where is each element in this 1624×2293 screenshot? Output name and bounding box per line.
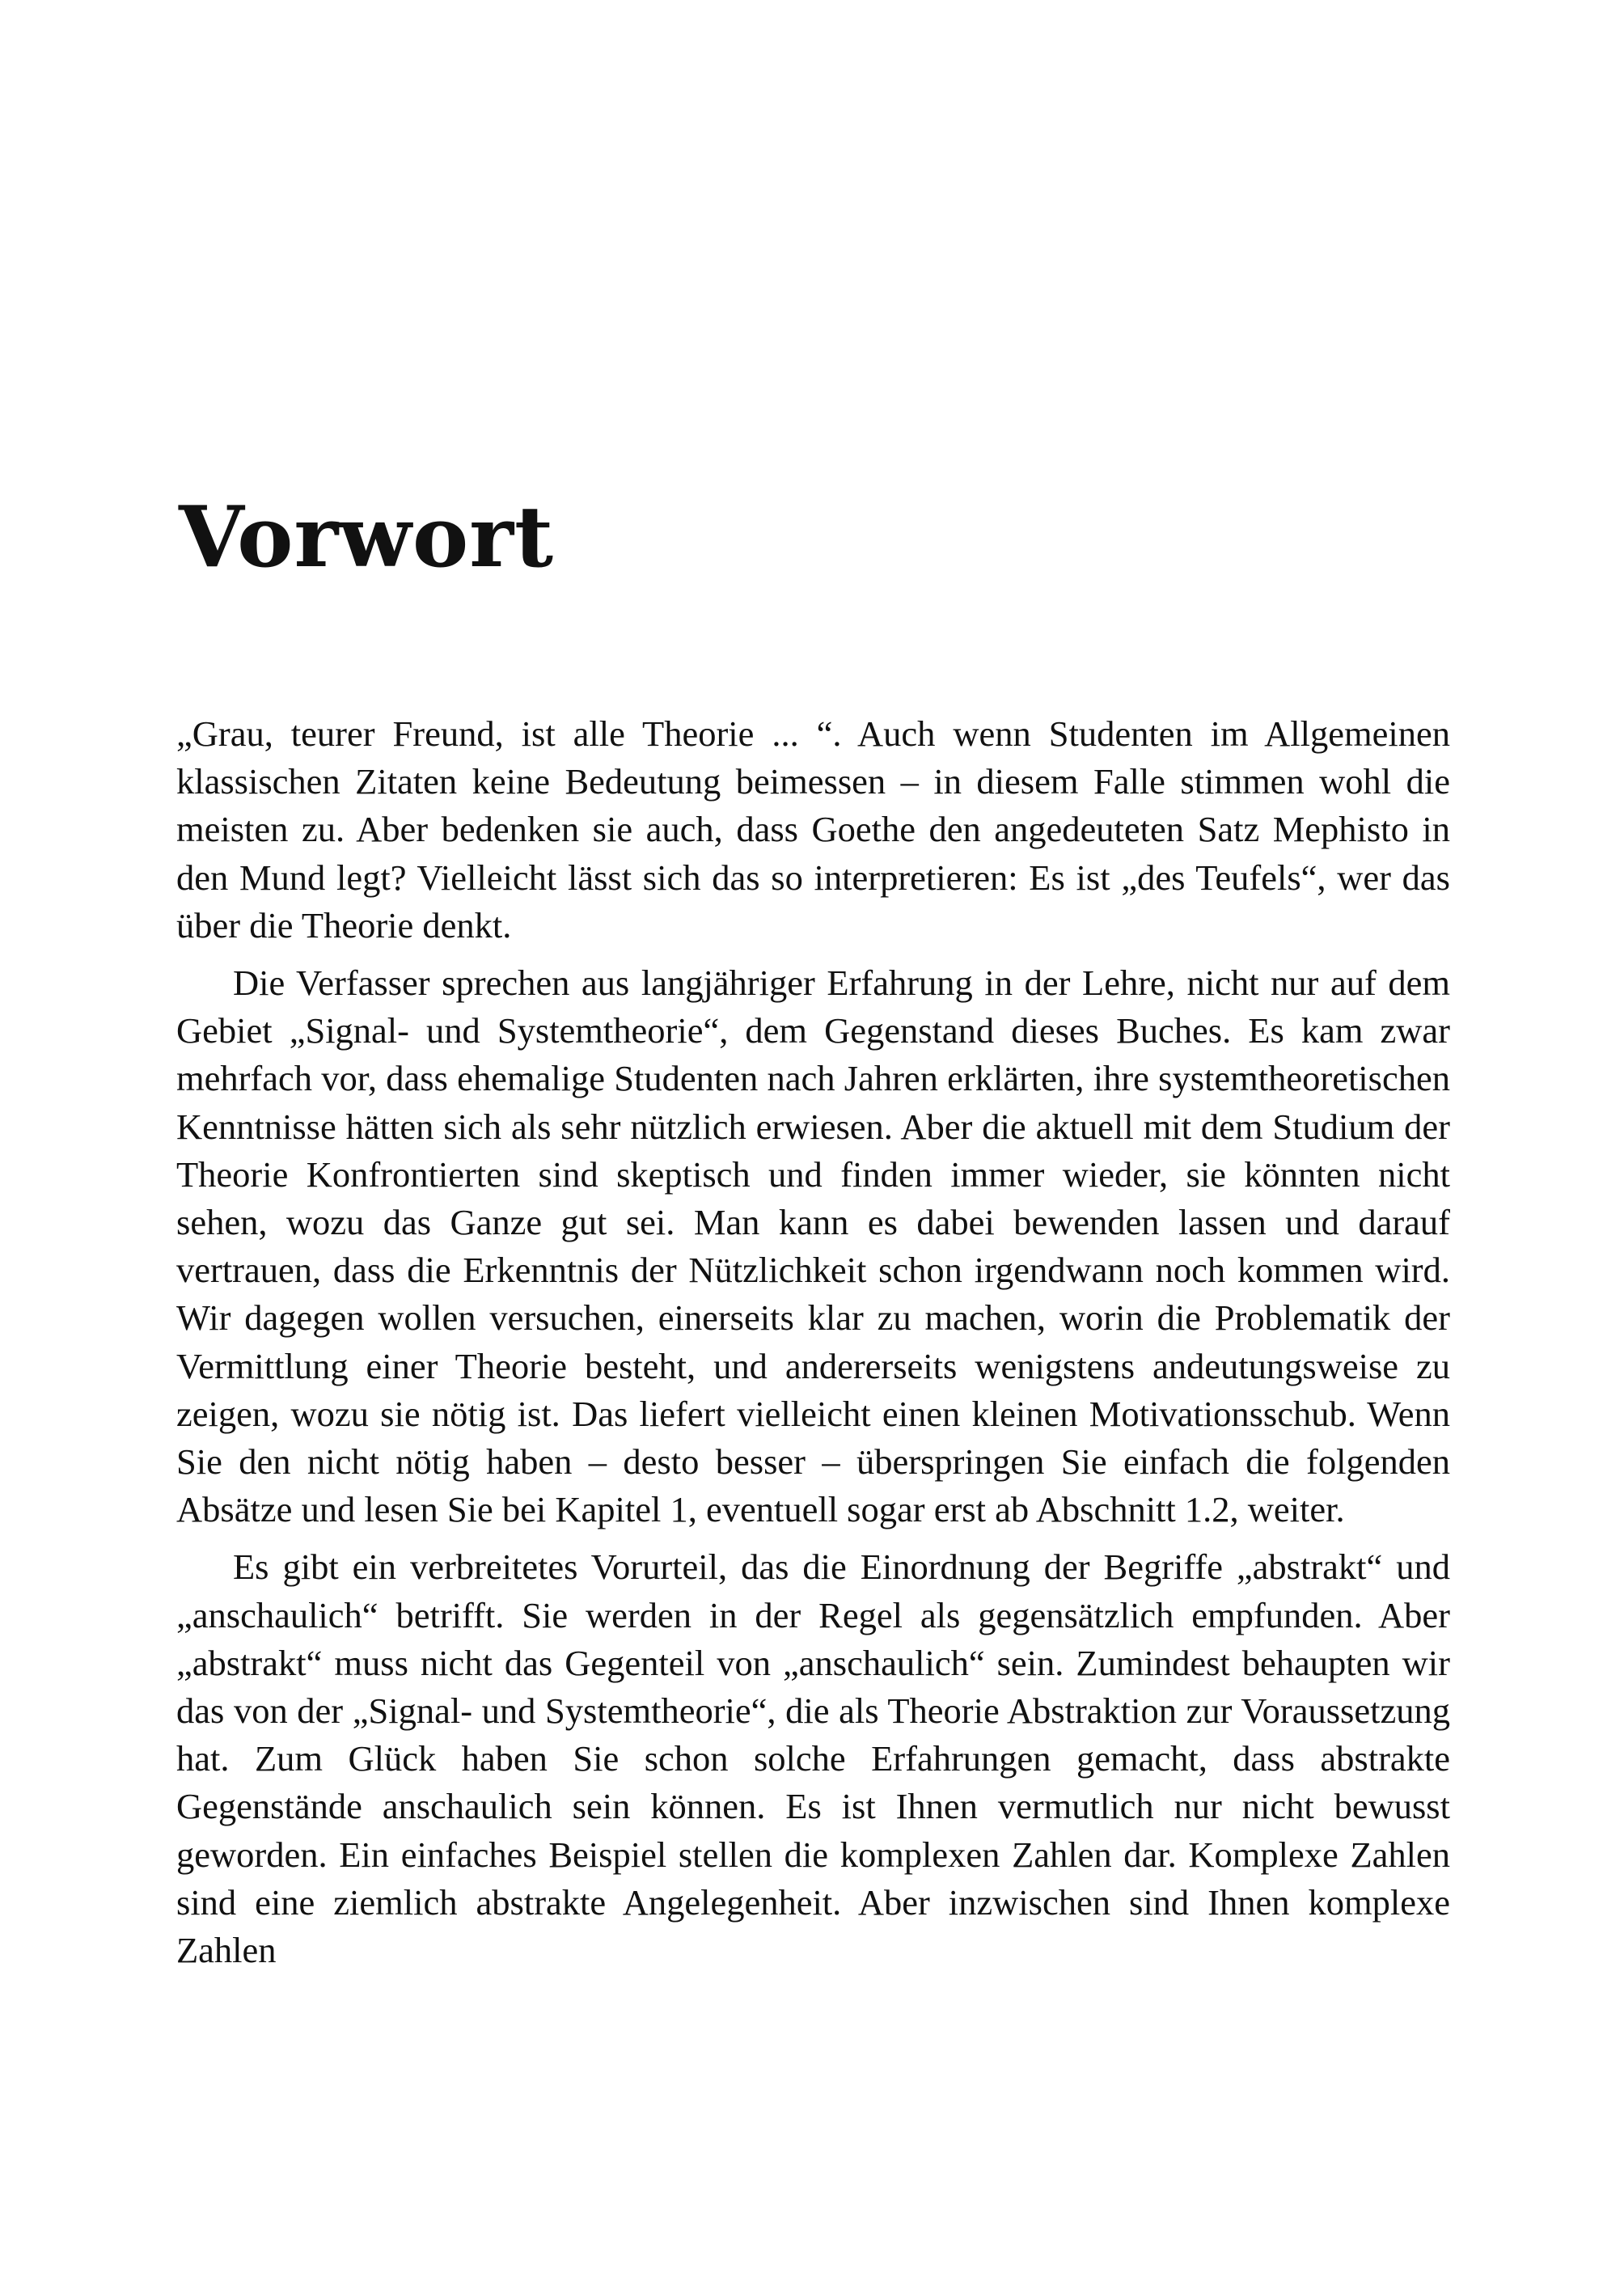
chapter-title: Vorwort [179,487,555,586]
paragraph-3: Es gibt ein verbreitetes Vorurteil, das die Einordnung der Begriffe „abstrakt“ und „anschaulich“ betrifft. Sie werden in der Regel als gegensätzlich empfunden. Aber „abstrakt“ muss nicht das Gegenteil von „anschaulich“ sein. Zumindest behaupten wir das von der „Signal- und Systemtheorie“, die als Theorie Abstraktion zur Voraussetzung hat. Zum Glück haben Sie schon solche Erfahrungen gemacht, dass abstrakte Gegenstände anschaulich sein können. Es ist Ihnen vermutlich nur nicht bewusst geworden. Ein einfaches Beispiel stellen die komplexen Zahlen dar. Komplexe Zahlen sind eine ziemlich abstrakte Angelegenheit. Aber inzwischen sind Ihnen komplexe Zahlen [176,1546,1450,1971]
preface-body [176,710,1450,1974]
paragraph-2: Die Verfasser sprechen aus langjähriger Erfahrung in der Lehre, nicht nur auf dem Gebiet „Signal- und Systemtheorie“, dem Gegenstand dieses Buches. Es kam zwar mehrfach vor, dass ehemalige Studenten nach Jahren erklärten, ihre systemtheoretischen Kenntnisse hätten sich als sehr nützlich erwiesen. Aber die aktuell mit dem Studium der Theorie Konfrontierten sind skeptisch und finden immer wieder, sie könnten nicht sehen, wozu das Ganze gut sei. Man kann es dabei bewenden lassen und darauf vertrauen, dass die Erkenntnis der Nützlichkeit schon irgendwann noch kommen wird. Wir dagegen wollen versuchen, einerseits klar zu machen, worin die Problematik der Vermittlung einer Theorie besteht, und andererseits wenigstens andeutungsweise zu zeigen, wozu sie nötig ist. Das liefert vielleicht einen kleinen Motivationsschub. Wenn Sie den nicht nötig haben – desto besser – überspringen Sie einfach die folgenden Absätze und lesen Sie bei Kapitel 1, eventuell sogar erst ab Abschnitt 1.2, weiter. [176,962,1450,1530]
paragraph-1: „Grau, teurer Freund, ist alle Theorie ... “. Auch wenn Studenten im Allgemeinen klassischen Zitaten keine Bedeutung beimessen – in diesem Falle stimmen wohl die meisten zu. Aber bedenken sie auch, dass Goethe den angedeuteten Satz Mephisto in den Mund legt? Vielleicht lässt sich das so interpretieren: Es ist „des Teufels“, wer das über die Theorie denkt. [176,713,1450,946]
